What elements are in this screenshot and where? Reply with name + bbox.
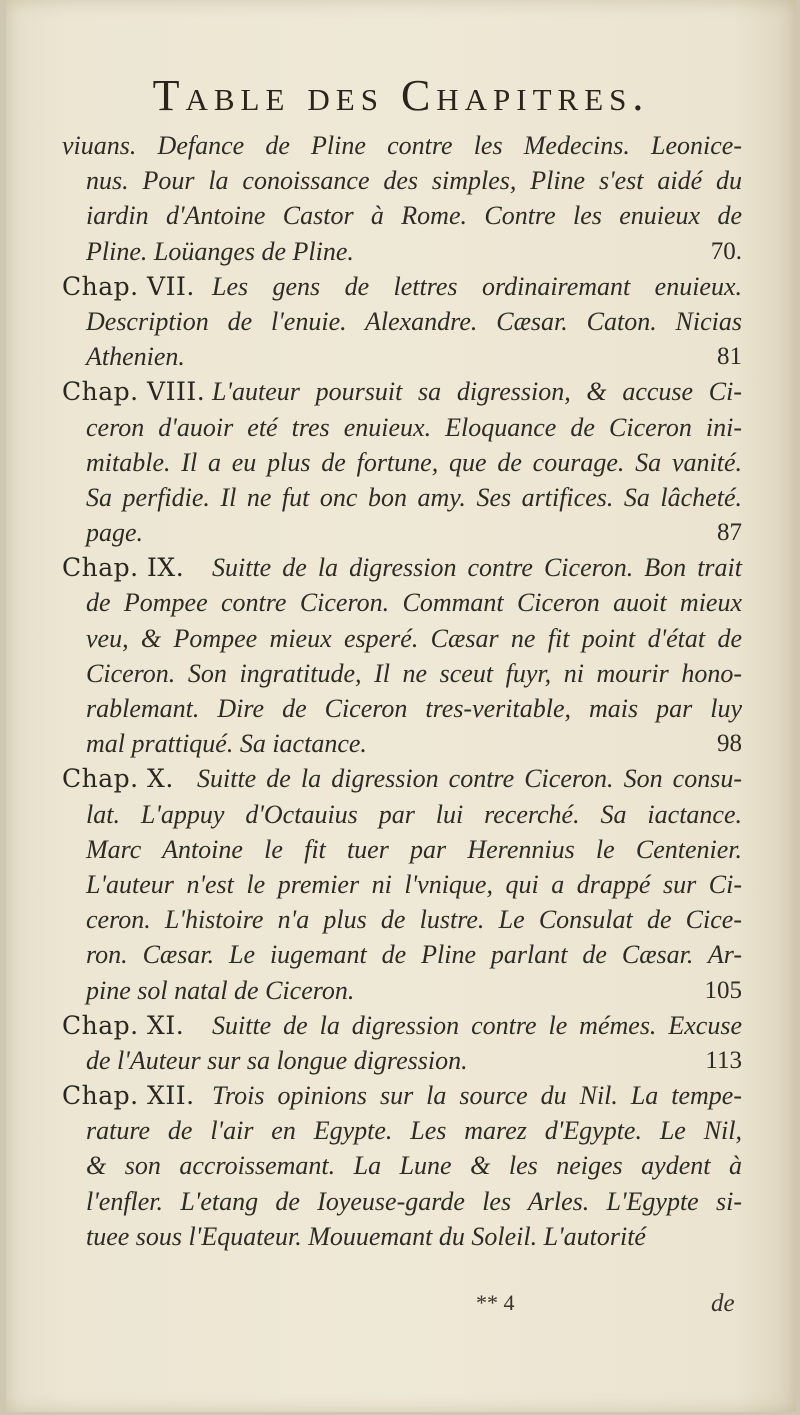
entry-line bbox=[62, 1148, 742, 1183]
entry-text: Suitte de la digression contre Ciceron. Bon trait bbox=[212, 553, 742, 583]
table-of-contents bbox=[62, 128, 742, 1254]
signature-mark: ** 4 bbox=[476, 1290, 515, 1315]
chapter-entry bbox=[62, 761, 742, 1007]
entry-line bbox=[62, 937, 742, 972]
entry-text: page. bbox=[86, 518, 144, 548]
entry-line bbox=[62, 973, 742, 1008]
chapter-entry bbox=[62, 374, 742, 550]
entry-text: Sa perfidie. Il ne fut onc bon amy. Ses artifices. Sa lâcheté. bbox=[86, 482, 742, 512]
chapter-entry bbox=[62, 1078, 742, 1254]
page-number: 81 bbox=[717, 343, 742, 371]
entry-text: Description de l'enuie. Alexandre. Cæsar. Caton. Nicias bbox=[86, 306, 742, 336]
entry-line bbox=[62, 656, 742, 691]
chapter-number: Chap. VII. bbox=[62, 271, 195, 301]
entry-text: L'auteur n'est le premier ni l'vnique, qui a drappé sur Ci- bbox=[86, 869, 742, 899]
entry-line bbox=[62, 585, 742, 620]
page-number: 113 bbox=[705, 1046, 742, 1074]
entry-line bbox=[62, 867, 742, 902]
entry-text: Ciceron. Son ingratitude, Il ne sceut fuyr, ni mourir hono- bbox=[86, 658, 742, 688]
entry-line bbox=[62, 691, 742, 726]
entry-line bbox=[62, 797, 742, 832]
chapter-number: Chap. XI. bbox=[62, 1010, 185, 1040]
entry-text: iardin d'Antoine Castor à Rome. Contre les enuieux de bbox=[86, 201, 742, 231]
chapter-entry bbox=[62, 269, 742, 375]
chapter-entry bbox=[62, 1008, 742, 1078]
entry-text: Suitte de la digression contre le mémes. Excuse bbox=[212, 1010, 742, 1040]
chapter-entry bbox=[62, 550, 742, 761]
chapter-number: Chap. IX. bbox=[62, 553, 185, 583]
entry-text: rablemant. Dire de Ciceron tres-veritable, mais par luy bbox=[86, 694, 742, 723]
entry-line bbox=[62, 1113, 742, 1148]
catchword: de bbox=[711, 1290, 735, 1317]
entry-line bbox=[62, 1043, 742, 1078]
entry-text: lat. L'appuy d'Octauius par lui recerché. Sa iactance. bbox=[86, 799, 742, 829]
page-number: 87 bbox=[717, 519, 742, 547]
entry-text: Marc Antoine le fit tuer par Herennius le Centenier. bbox=[86, 834, 742, 864]
entry-text: Pline. Loüanges de Pline. bbox=[86, 236, 354, 266]
entry-line bbox=[62, 902, 742, 937]
entry-text: Les gens de lettres ordinairemant enuieux. bbox=[212, 271, 742, 301]
entry-line bbox=[62, 445, 742, 480]
entry-text: mitable. Il a eu plus de fortune, que de courage. Sa vanité. bbox=[86, 447, 742, 477]
entry-line bbox=[62, 621, 742, 656]
entry-line bbox=[62, 832, 742, 867]
entry-text: de l'Auteur sur sa longue digression. bbox=[86, 1045, 468, 1075]
entry-line bbox=[62, 726, 742, 761]
entry-text: Suitte de la digression contre Ciceron. Son consu- bbox=[197, 764, 742, 794]
entry-text: l'enfler. L'etang de Ioyeuse-garde les Arles. L'Egypte si- bbox=[86, 1186, 742, 1216]
entry-text: ron. Cæsar. Le iugemant de Pline parlant de Cæsar. Ar- bbox=[86, 940, 742, 970]
entry-line bbox=[62, 234, 742, 269]
entry-text: tuee sous l'Equateur. Mouuemant du Soleil. L'autorité bbox=[86, 1221, 646, 1251]
entry-line bbox=[62, 339, 742, 374]
entry-line bbox=[62, 198, 742, 233]
page-number: 70. bbox=[710, 237, 742, 265]
entry-line bbox=[62, 304, 742, 339]
continued-entry bbox=[62, 128, 742, 269]
entry-text: nus. Pour la conoissance des simples, Pline s'est aidé du bbox=[86, 166, 742, 196]
entry-text: mal prattiqué. Sa iactance. bbox=[86, 729, 367, 759]
page-heading: Table des Chapitres. bbox=[152, 71, 650, 120]
entry-text: rature de l'air en Egypte. Les marez d'Egypte. Le Nil, bbox=[86, 1116, 742, 1146]
chapter-number: Chap. X. bbox=[62, 764, 174, 794]
entry-line bbox=[62, 163, 742, 198]
chapter-number: Chap. XII. bbox=[62, 1081, 195, 1111]
entry-line bbox=[62, 480, 742, 515]
entry-line bbox=[62, 410, 742, 445]
entry-text: Athenien. bbox=[86, 342, 185, 372]
entry-text: ceron d'auoir eté tres enuieux. Eloquance de Ciceron ini- bbox=[86, 412, 742, 442]
entry-text: L'auteur poursuit sa digression, & accuse Ci- bbox=[212, 377, 742, 407]
entry-text: Trois opinions sur la source du Nil. La tempe- bbox=[212, 1081, 742, 1111]
entry-line bbox=[62, 1219, 742, 1254]
page-number: 105 bbox=[704, 976, 742, 1004]
entry-text: de Pompee contre Ciceron. Commant Ciceron auoit mieux bbox=[86, 588, 742, 618]
entry-text: ceron. L'histoire n'a plus de lustre. Le Consulat de Cice- bbox=[86, 905, 742, 935]
page-footer bbox=[6, 1290, 796, 1330]
entry-text: pine sol natal de Ciceron. bbox=[86, 975, 355, 1005]
entry-line bbox=[62, 1184, 742, 1219]
entry-text: viuans. Defance de Pline contre les Medecins. Leonice- bbox=[62, 131, 742, 160]
book-page bbox=[6, 0, 796, 1412]
entry-line bbox=[62, 515, 742, 550]
entry-line bbox=[62, 128, 742, 163]
chapter-number: Chap. VIII. bbox=[62, 377, 206, 407]
entry-text: veu, & Pompee mieux esperé. Cæsar ne fit point d'état de bbox=[86, 623, 742, 653]
entry-text: & son accroissemant. La Lune & les neiges aydent à bbox=[86, 1151, 742, 1181]
page-number: 98 bbox=[717, 730, 742, 758]
